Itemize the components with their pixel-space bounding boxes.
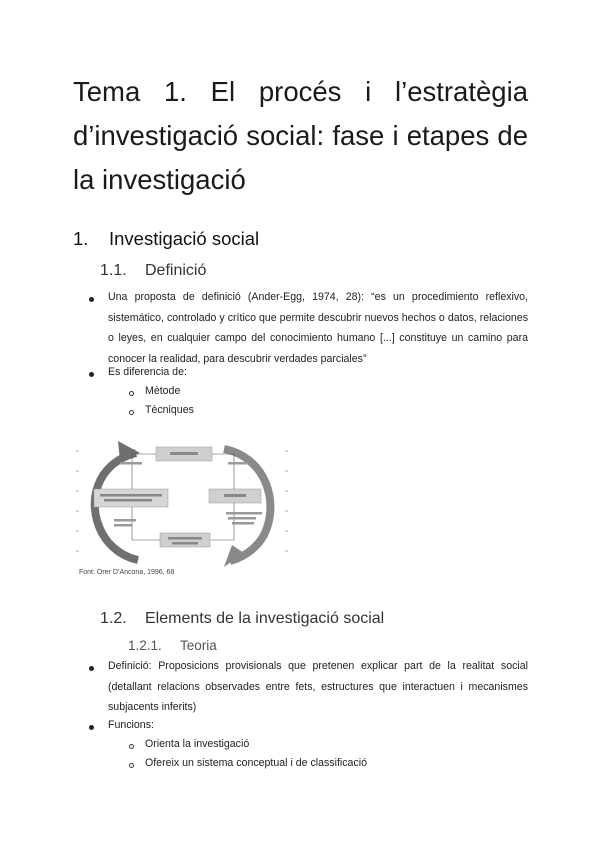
figure-text-mark: [224, 494, 246, 497]
circle-bullet-marker: [129, 391, 134, 396]
item-ofereix: Ofereix un sistema conceptual i de classificació: [145, 757, 367, 769]
subsection-1-2-title: Elements de la investigació social: [145, 610, 385, 627]
figure-text-mark: [232, 522, 254, 525]
differs-from-label: Es diferencia de:: [108, 366, 187, 378]
circle-bullet-marker: [129, 763, 134, 768]
figure-text-mark: [114, 524, 132, 527]
bullet-marker: [89, 725, 94, 730]
definition-paragraph: Una proposta de definició (Ander-Egg, 1974, 28): “es un procedimiento reflexivo, sistemático, controlado y crítico que permite descubrir nuevos hechos o datos, relaciones o leyes, en cualquier campo del conocimiento humano [...] constituye un camino para conocer la realidad, para descubrir verdades parciales”: [108, 291, 528, 365]
bullet-marker: [89, 297, 94, 302]
figure-text-mark: [172, 542, 198, 545]
cycle-arc-right: [224, 449, 270, 561]
section-1-heading: [73, 228, 259, 250]
box-left: [94, 489, 168, 507]
item-tecniques: Tècniques: [145, 404, 194, 416]
circle-bullet-marker: [129, 744, 134, 749]
figure-text-mark: [228, 517, 256, 520]
figure-text-mark: [114, 519, 136, 522]
figure-text-mark: [168, 537, 202, 540]
research-cycle-figure: [74, 433, 290, 568]
subsection-1-1-title: Definició: [145, 262, 207, 279]
subsection-1-2-heading: [100, 610, 384, 628]
theory-definition-paragraph: Definició: Proposicions provisionals que pretenen explicar part de la realitat social (detallant relacions observades entre fets, estructures que interactuen i mecanismes subjacents inferits): [108, 660, 528, 713]
figure-text-mark: [100, 494, 162, 497]
circle-bullet-marker: [129, 410, 134, 415]
subsection-1-2-1-title: Teoria: [180, 638, 217, 653]
section-1-number: 1.: [73, 228, 89, 249]
figure-text-mark: [120, 462, 142, 465]
subsection-1-2-number: 1.2.: [100, 610, 127, 627]
bullet-marker: [89, 666, 94, 671]
box-bottom: [160, 533, 210, 547]
subsection-1-2-1-heading: [128, 638, 217, 653]
figure-text-mark: [226, 512, 262, 515]
item-orienta: Orienta la investigació: [145, 738, 250, 750]
item-metode: Mètode: [145, 385, 181, 397]
subsection-1-2-1-number: 1.2.1.: [128, 638, 162, 653]
section-1-title: Investigació social: [109, 228, 260, 249]
figure-text-mark: [228, 462, 248, 465]
figure-text-mark: [170, 452, 198, 455]
subsection-1-1-heading: [100, 262, 206, 280]
figure-caption: Font: Orer D’Ancona, 1996, 68: [79, 569, 175, 576]
bullet-marker: [89, 372, 94, 377]
document-title: Tema 1. El procés i l’estratègia d’investigació social: fase i etapes de la investigació: [73, 76, 528, 195]
subsection-1-1-number: 1.1.: [100, 262, 127, 279]
figure-text-mark: [104, 499, 152, 502]
functions-label: Funcions:: [108, 719, 154, 731]
